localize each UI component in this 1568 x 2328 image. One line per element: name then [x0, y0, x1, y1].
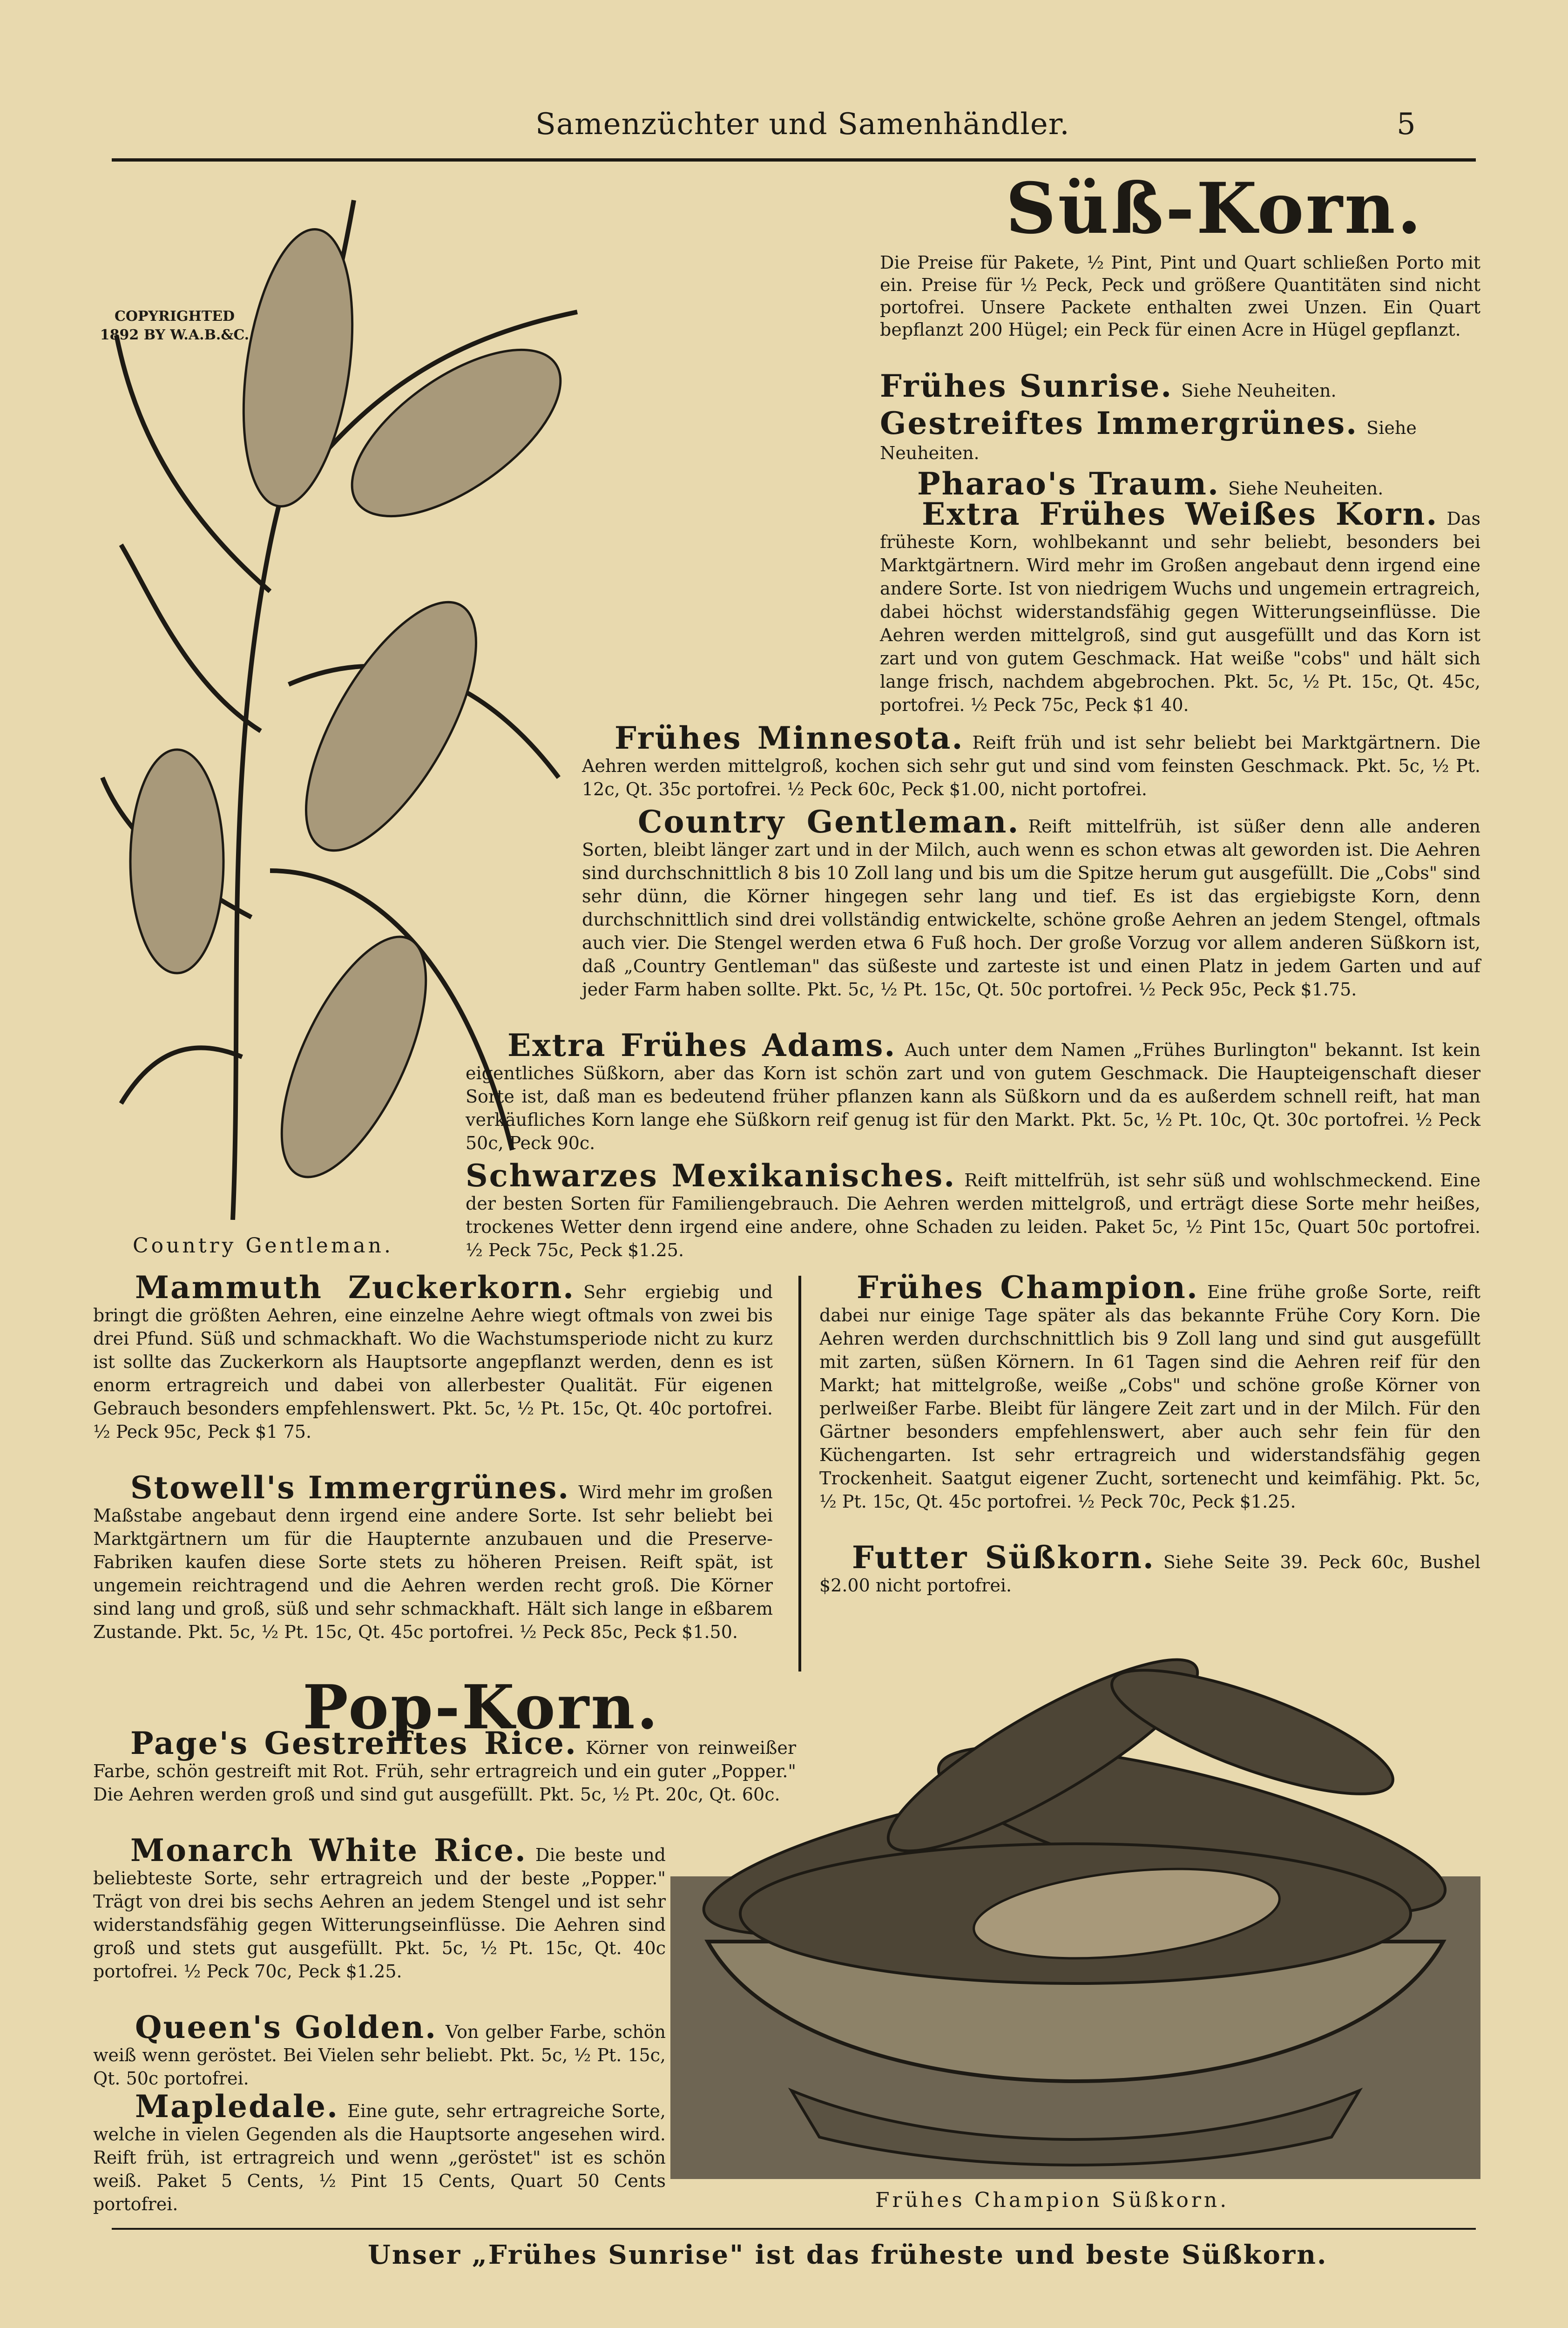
item-desc: Siehe Neuheiten.	[1228, 478, 1384, 499]
item-desc: Siehe Neuheiten.	[880, 418, 1417, 463]
item-desc: Wird mehr im großen Maßstabe angebaut denn irgend eine andere Sorte. Ist sehr beliebt bei Marktgärtnern um für die Haupternte anzubauen und die Preserve-Fabriken kaufen diese Sorte stets zu höheren Preisen. Reift spät, ist ungemein reichtragend und die Aehren werden recht groß. Die Körner sind lang und groß, süß und sehr schmackhaft. Hält sich lange in eßbarem Zustande. Pkt. 5c, ½ Pt. 15c, Qt. 45c portofrei. ½ Peck 85c, Peck $1.50.	[93, 1482, 773, 1642]
item-name: Page's Gestreiftes Rice.	[130, 1725, 578, 1761]
item-monarch-white-rice	[93, 1832, 666, 1983]
pop-corn-heading: Pop-Korn.	[303, 1672, 660, 1743]
item-extra-fruehes-adams	[466, 1027, 1481, 1155]
item-name: Futter Süßkorn.	[852, 1539, 1155, 1576]
item-schwarzes-mexikanisches	[466, 1157, 1480, 1262]
corn-bowl-drawing	[670, 1616, 1480, 2179]
item-name: Stowell's Immergrünes.	[130, 1469, 570, 1506]
item-name: Frühes Sunrise.	[880, 368, 1173, 404]
item-name: Frühes Champion.	[857, 1269, 1199, 1306]
item-mammuth-zuckerkorn	[93, 1269, 773, 1443]
item-name: Extra Frühes Adams.	[507, 1027, 897, 1063]
item-extra-fruehes-weisses-korn	[880, 496, 1480, 717]
item-desc: Reift mittelfrüh, ist sehr süß und wohlschmeckend. Eine der besten Sorten für Familiengebrauch. Die Aehren werden mittelgroß, und erträgt diese Sorte mehr heißes, trockenes Wetter denn irgend eine andere, ohne Schaden zu leiden. Paket 5c, ½ Pint 15c, Quart 50c portofrei. ½ Peck 75c, Peck $1.25.	[466, 1170, 1480, 1260]
running-header: Samenzüchter und Samenhändler.	[535, 107, 1070, 142]
item-name: Pharao's Traum.	[917, 466, 1220, 502]
item-futter-suesskorn	[819, 1539, 1480, 1597]
item-fruehes-minnesota	[582, 720, 1480, 801]
fruehes-champion-illustration	[670, 1616, 1480, 2179]
item-desc: Die beste und beliebteste Sorte, sehr ertragreich und der beste „Popper." Trägt von drei bis sechs Aehren an jedem Stengel und ist sehr widerstandsfähig gegen Witterungseinflüsse. Die Aehren sind groß und stets gut ausgefüllt. Pkt. 5c, ½ Pt. 15c, Qt. 40c portofrei. ½ Peck 70c, Peck $1.25.	[93, 1845, 666, 1982]
item-gestreiftes-immergruenes	[880, 405, 1480, 465]
item-name: Country Gentleman.	[638, 804, 1020, 840]
item-desc: Reift mittelfrüh, ist süßer denn alle anderen Sorten, bleibt länger zart und in der Milch, auch wenn es schon etwas alt geworden ist. Die Aehren sind durchschnittlich 8 bis 10 Zoll lang und bis um die Spitze herum gut ausgefüllt. Die „Cobs" sind sehr dünn, die Körner hingegen sehr lang und tief. Es ist das ergiebigste Korn, denn durchschnittlich sind drei vollständig entwickelte, schöne große Aehren an jedem Stengel, oftmals auch vier. Die Stengel werden etwa 6 Fuß hoch. Der große Vorzug vor allem anderen Süßkorn ist, daß „Country Gentleman" das süßeste und zarteste ist und einen Platz in jedem Garten und auf jeder Farm haben sollte. Pkt. 5c, ½ Pt. 15c, Qt. 50c portofrei. ½ Peck 95c, Peck $1.75.	[582, 816, 1481, 1000]
item-desc: Das früheste Korn, wohlbekannt und sehr beliebt, besonders bei Marktgärtnern. Wird mehr im Großen angebaut denn irgend eine andere Sorte. Ist von niedrigem Wuchs und ungemein ertragreich, dabei höchst widerstandsfähig gegen Witterungseinflüsse. Die Aehren werden mittelgroß, sind gut ausgefüllt und das Korn ist zart und von gutem Geschmack. Hat weiße "cobs" und hält sich lange frisch, nachdem abgebrochen. Pkt. 5c, ½ Pt. 15c, Qt. 45c, portofrei. ½ Peck 75c, Peck $1 40.	[880, 508, 1480, 715]
item-name: Queen's Golden.	[135, 2009, 438, 2045]
column-divider	[798, 1276, 801, 1672]
item-desc: Körner von reinweißer Farbe, schön gestreift mit Rot. Früh, sehr ertragreich und ein guter „Popper." Die Aehren werden groß und sind gut ausgefüllt. Pkt. 5c, ½ Pt. 20c, Qt. 60c.	[93, 1738, 796, 1805]
footer-rule	[112, 2228, 1476, 2230]
footer-slogan: Unser „Frühes Sunrise" ist das früheste und beste Süßkorn.	[368, 2240, 1328, 2270]
item-desc: Von gelber Farbe, schön weiß wenn geröstet. Bei Vielen sehr beliebt. Pkt. 5c, ½ Pt. 15c, Qt. 50c portofrei.	[93, 2022, 666, 2089]
item-desc: Siehe Neuheiten.	[1181, 380, 1337, 401]
item-desc: Reift früh und ist sehr beliebt bei Marktgärtnern. Die Aehren werden mittelgroß, kochen sich sehr gut und sind vom feinsten Geschmack. Pkt. 5c, ½ Pt. 12c, Qt. 35c portofrei. ½ Peck 60c, Peck $1.00, nicht portofrei.	[582, 732, 1480, 799]
item-name: Mapledale.	[135, 2088, 339, 2125]
item-name: Frühes Minnesota.	[615, 720, 964, 756]
item-fruehes-sunrise	[880, 368, 1480, 404]
item-desc: Sehr ergiebig und bringt die größten Aehren, eine einzelne Aehre wiegt oftmals von zwei bis drei Pfund. Süß und schmackhaft. Wo die Wachstumsperiode nicht zu kurz ist sollte das Zuckerkorn als Hauptsorte angepflanzt werden, denn es ist enorm ertragreich und dabei von allerbester Qualität. Für eigenen Gebrauch besonders empfehlenswert. Pkt. 5c, ½ Pt. 15c, Qt. 40c portofrei. ½ Peck 95c, Peck $1 75.	[93, 1282, 773, 1442]
item-desc: Auch unter dem Namen „Frühes Burlington" bekannt. Ist kein eigentliches Süßkorn, aber das Korn ist schön zart und von gutem Geschmack. Die Haupteigenschaft dieser Sorte ist, daß man es bedeutend früher pflanzen kann als Süßkorn und da es außerdem schnell reift, hat man verkäufliches Korn lange ehe Süßkorn reif genug ist für den Markt. Pkt. 5c, ½ Pt. 10c, Qt. 30c portofrei. ½ Peck 50c, Peck 90c.	[466, 1040, 1481, 1153]
top-illustration-caption: Country Gentleman.	[133, 1234, 393, 1258]
item-name: Schwarzes Mexikanisches.	[466, 1157, 956, 1194]
copyright-mark: COPYRIGHTED 1892 BY W.A.B.&C.	[100, 308, 250, 343]
item-name: Mammuth Zuckerkorn.	[135, 1269, 575, 1306]
sweet-corn-intro: Die Preise für Pakete, ½ Pint, Pint und Quart schließen Porto mit ein. Preise für ½ Peck, Peck und größere Quantitäten sind nicht portofrei. Unsere Packete enthalten zwei Unzen. Ein Quart bepflanzt 200 Hügel; ein Peck für einen Acre in Hügel gepflanzt.	[880, 252, 1480, 340]
item-mapledale	[93, 2088, 666, 2216]
sweet-corn-heading: Süß-Korn.	[1006, 168, 1424, 250]
item-queens-golden	[93, 2009, 666, 2090]
header-rule	[112, 158, 1476, 162]
item-desc: Siehe Seite 39. Peck 60c, Bushel $2.00 nicht portofrei.	[819, 1552, 1480, 1596]
item-name: Monarch White Rice.	[130, 1832, 527, 1868]
item-fruehes-champion	[819, 1269, 1480, 1513]
item-name: Gestreiftes Immergrünes.	[880, 405, 1358, 441]
item-desc: Eine gute, sehr ertragreiche Sorte, welche in vielen Gegenden als die Hauptsorte angesehen wird. Reift früh, ist ertragreich und wenn „geröstet" ist es schön weiß. Paket 5 Cents, ½ Pint 15 Cents, Quart 50 Cents portofrei.	[93, 2101, 666, 2214]
item-country-gentleman	[582, 804, 1481, 1001]
page-number: 5	[1397, 107, 1416, 142]
item-desc: Eine frühe große Sorte, reift dabei nur einige Tage später als das bekannte Frühe Cory Korn. Die Aehren werden durchschnittlich bis 9 Zoll lang und sind gut ausgefüllt mit zarten, süßen Körnern. In 61 Tagen sind die Aehren reif für den Markt; hat mittelgroße, weiße „Cobs" und schöne große Körner von perlweißer Farbe. Bleibt für längere Zeit zart und in der Milch. Für den Gärtner besonders empfehlenswert, aber auch sehr fein für den Küchengarten. Ist sehr ertragreich und widerstandsfähig gegen Trockenheit. Saatgut eigener Zucht, sortenecht und keimfähig. Pkt. 5c, ½ Pt. 15c, Qt. 45c portofrei. ½ Peck 70c, Peck $1.25.	[819, 1282, 1480, 1512]
item-name: Extra Frühes Weißes Korn.	[922, 496, 1439, 532]
bottom-illustration-caption: Frühes Champion Süßkorn.	[875, 2188, 1230, 2212]
